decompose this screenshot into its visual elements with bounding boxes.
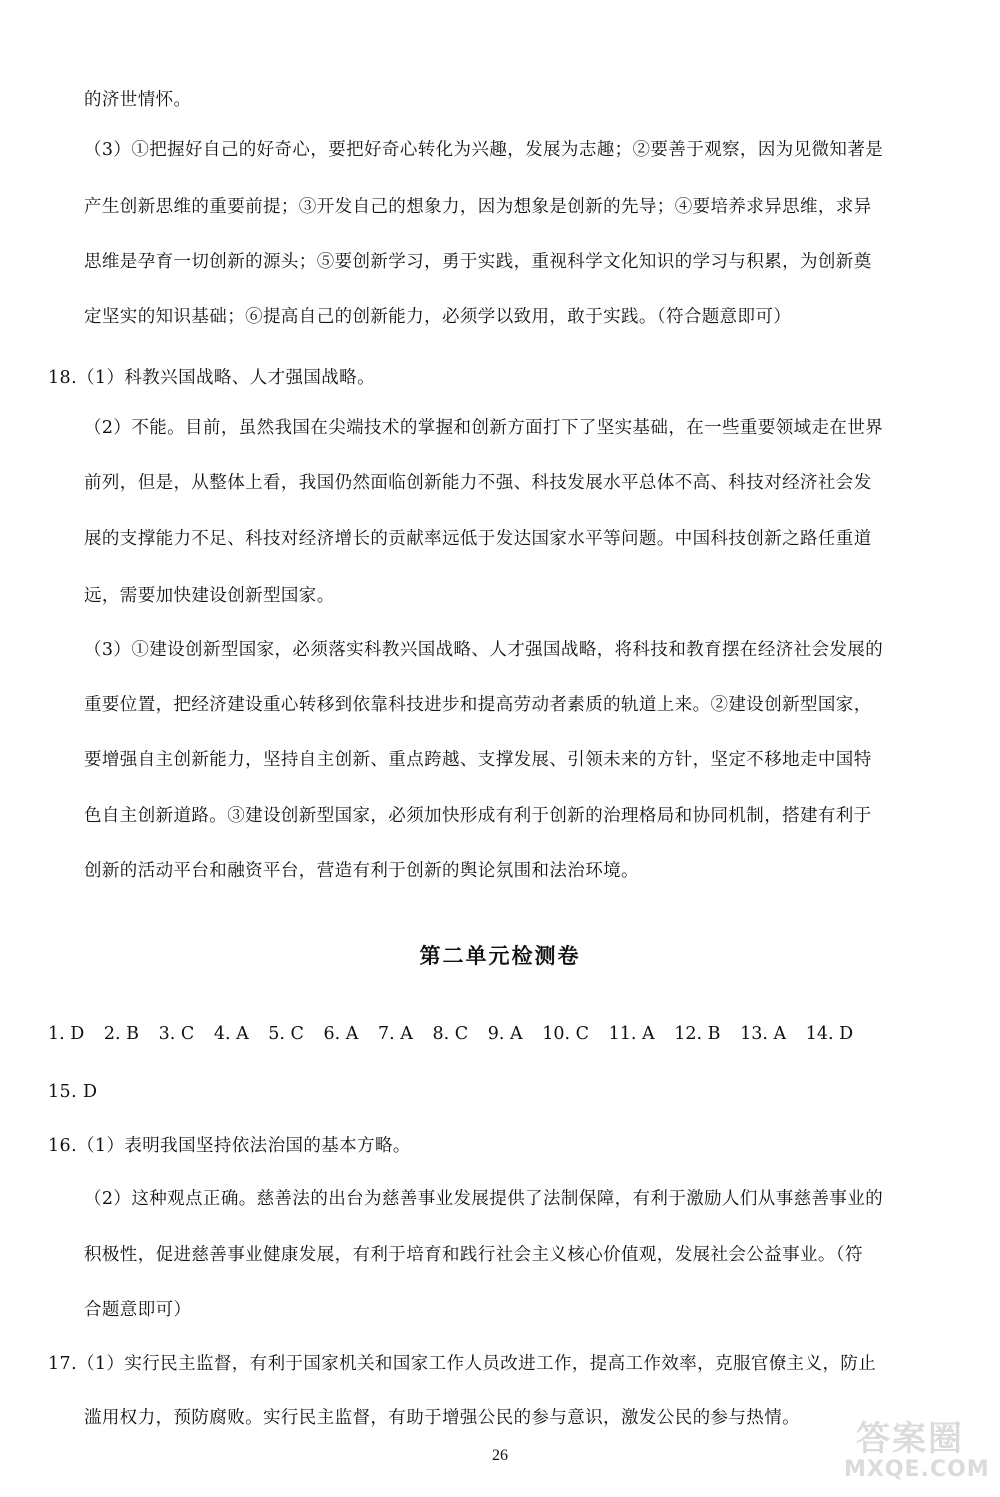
- question-17-part-1: 17.（1）实行民主监督，有利于国家机关和国家工作人员改进工作，提高工作效率，克服官僚主义，防止: [48, 1354, 877, 1374]
- watermark-logo: [836, 1411, 990, 1491]
- text-line: 滥用权力，预防腐败。实行民主监督，有助于增强公民的参与意识，激发公民的参与热情。: [84, 1408, 800, 1428]
- text-line: 展的支撑能力不足、科技对经济增长的贡献率远低于发达国家水平等问题。中国科技创新之路任重道: [84, 529, 872, 549]
- text-line: （2）不能。目前，虽然我国在尖端技术的掌握和创新方面打下了坚实基础，在一些重要领域走在世界: [84, 418, 884, 438]
- page-number: 26: [492, 1447, 508, 1464]
- text-line: 要增强自主创新能力，坚持自主创新、重点跨越、支撑发展、引领未来的方针，坚定不移地走中国特: [84, 750, 872, 770]
- text-line: 积极性，促进慈善事业健康发展，有利于培育和践行社会主义核心价值观，发展社会公益事业。（符: [84, 1245, 863, 1265]
- text-line: 创新的活动平台和融资平台，营造有利于创新的舆论氛围和法治环境。: [84, 861, 639, 881]
- text-line: 前列，但是，从整体上看，我国仍然面临创新能力不强、科技发展水平总体不高、科技对经济社会发: [84, 473, 872, 493]
- answer-15: 15. D: [48, 1082, 98, 1102]
- answer-item: 2. B: [103, 1024, 139, 1044]
- watermark-url: MXQE.COM: [844, 1457, 990, 1482]
- question-18-part-1: 18.（1）科教兴国战略、人才强国战略。: [48, 368, 375, 388]
- question-16-part-1: 16.（1）表明我国坚持依法治国的基本方略。: [48, 1136, 411, 1156]
- answer-item: 8. C: [432, 1024, 469, 1044]
- watermark-text: 答案圈: [856, 1419, 964, 1459]
- text-line: 的济世情怀。: [84, 90, 192, 110]
- answer-item: 5. C: [268, 1024, 304, 1044]
- answer-item: 7. A: [378, 1024, 413, 1044]
- text-line: 定坚实的知识基础；⑥提高自己的创新能力，必须学以致用，敢于实践。（符合题意即可）: [84, 307, 792, 327]
- answer-item: 6. A: [323, 1024, 359, 1044]
- text-line: 远，需要加快建设创新型国家。: [84, 586, 335, 606]
- answer-item: 14. D: [805, 1024, 854, 1044]
- text-line: 思维是孕育一切创新的源头；⑤要创新学习，勇于实践，重视科学文化知识的学习与积累，为创新奠: [84, 252, 872, 272]
- text-line: （2）这种观点正确。慈善法的出台为慈善事业发展提供了法制保障，有利于激励人们从事慈善事业的: [84, 1189, 884, 1209]
- section-title: 第二单元检测卷: [419, 944, 581, 968]
- text-line: （3）①建设创新型国家，必须落实科教兴国战略、人才强国战略，将科技和教育摆在经济社会发展的: [84, 640, 884, 660]
- answer-item: 4. A: [213, 1024, 249, 1044]
- answer-item: 12. B: [674, 1024, 721, 1044]
- answer-item: 13. A: [740, 1024, 787, 1044]
- answer-item: 3. C: [158, 1024, 195, 1044]
- answer-item: 9. A: [487, 1024, 523, 1044]
- answer-key-row: [48, 1022, 867, 1046]
- text-line: 产生创新思维的重要前提；③开发自己的想象力，因为想象是创新的先导；④要培养求异思维，求异: [84, 197, 872, 217]
- text-line: （3）①把握好自己的好奇心，要把好奇心转化为兴趣，发展为志趣；②要善于观察，因为见微知著是: [84, 140, 884, 160]
- text-line: 合题意即可）: [84, 1300, 192, 1320]
- answer-item: 10. C: [542, 1024, 590, 1044]
- text-line: 色自主创新道路。③建设创新型国家，必须加快形成有利于创新的治理格局和协同机制，搭建有利于: [84, 806, 872, 826]
- text-line: 重要位置，把经济建设重心转移到依靠科技进步和提高劳动者素质的轨道上来。②建设创新型国家，: [84, 695, 872, 715]
- answer-item: 1. D: [48, 1024, 85, 1044]
- answer-item: 11. A: [608, 1024, 655, 1044]
